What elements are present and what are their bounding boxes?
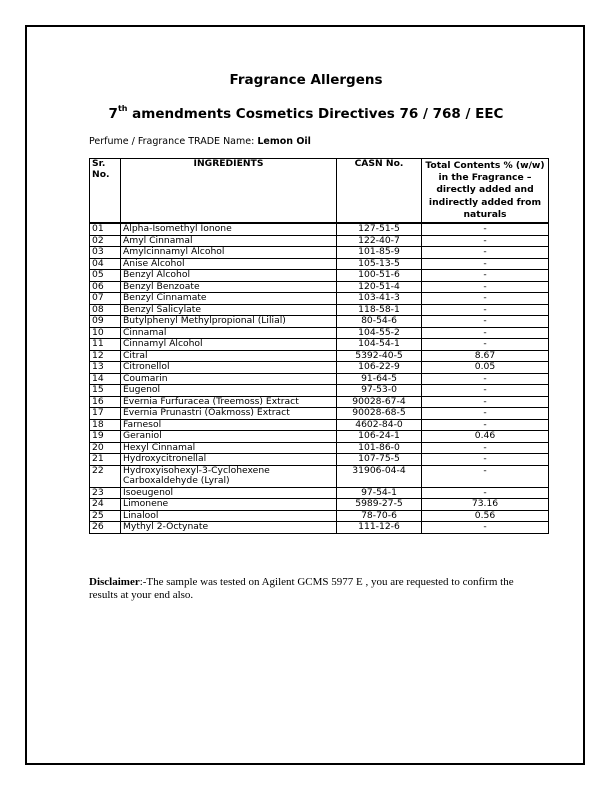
cell-total: - [422,339,549,351]
cell-sr-no: 10 [90,327,121,339]
table-row [90,339,549,351]
cell-sr-no: 15 [90,385,121,397]
cell-total: 0.56 [422,510,549,522]
cell-total: - [422,293,549,305]
cell-casn-no: 104-54-1 [337,339,422,351]
cell-sr-no: 13 [90,362,121,374]
table-row [90,270,549,282]
header-ingredients: INGREDIENTS [121,159,337,224]
cell-casn-no: 120-51-4 [337,281,422,293]
cell-ingredient: Citronellol [121,362,337,374]
cell-ingredient: Benzyl Alcohol [121,270,337,282]
cell-ingredient: Evernia Furfuracea (Treemoss) Extract [121,396,337,408]
cell-sr-no: 04 [90,258,121,270]
cell-total: - [422,223,549,235]
cell-sr-no: 07 [90,293,121,305]
cell-ingredient: Benzyl Cinnamate [121,293,337,305]
cell-casn-no: 100-51-6 [337,270,422,282]
cell-ingredient: Mythyl 2-Octynate [121,522,337,534]
cell-ingredient: Linalool [121,510,337,522]
header-sr-no: Sr. No. [90,159,121,224]
table-row [90,235,549,247]
cell-ingredient: Evernia Prunastri (Oakmoss) Extract [121,408,337,420]
cell-ingredient: Citral [121,350,337,362]
table-row [90,327,549,339]
table-row [90,431,549,443]
table-row [90,487,549,499]
cell-casn-no: 97-53-0 [337,385,422,397]
table-row [90,419,549,431]
table-row [90,362,549,374]
cell-total: - [422,316,549,328]
table-row [90,373,549,385]
cell-casn-no: 4602-84-0 [337,419,422,431]
table-row [90,408,549,420]
header-casn-no: CASN No. [337,159,422,224]
cell-total: - [422,396,549,408]
cell-sr-no: 21 [90,454,121,466]
table-row [90,465,549,487]
cell-ingredient: Alpha-Isomethyl Ionone [121,223,337,235]
cell-total: - [422,373,549,385]
table-row [90,304,549,316]
cell-ingredient: Limonene [121,499,337,511]
cell-casn-no: 105-13-5 [337,258,422,270]
ingredients-table-body [90,223,549,533]
subtitle-superscript: th [117,104,128,113]
cell-total: - [422,419,549,431]
table-row [90,454,549,466]
table-row [90,350,549,362]
cell-total: 0.05 [422,362,549,374]
cell-sr-no: 23 [90,487,121,499]
cell-sr-no: 25 [90,510,121,522]
table-row [90,499,549,511]
trade-name-label: Perfume / Fragrance TRADE Name: [89,136,258,147]
table-row [90,385,549,397]
header-total-contents: Total Contents % (w/w) in the Fragrance – directly added and indirectly added from naturals [422,159,549,224]
cell-sr-no: 22 [90,465,121,487]
cell-sr-no: 26 [90,522,121,534]
cell-total: - [422,487,549,499]
cell-sr-no: 01 [90,223,121,235]
cell-ingredient: Isoeugenol [121,487,337,499]
cell-casn-no: 122-40-7 [337,235,422,247]
disclaimer-label: Disclaimer [89,576,140,588]
cell-total: - [422,235,549,247]
cell-total: 8.67 [422,350,549,362]
cell-total: - [422,270,549,282]
table-header-row [90,159,549,224]
cell-ingredient: Benzyl Salicylate [121,304,337,316]
table-row [90,293,549,305]
cell-sr-no: 02 [90,235,121,247]
cell-total: - [422,385,549,397]
cell-casn-no: 107-75-5 [337,454,422,466]
cell-sr-no: 18 [90,419,121,431]
cell-sr-no: 06 [90,281,121,293]
table-row [90,522,549,534]
cell-casn-no: 103-41-3 [337,293,422,305]
table-row [90,316,549,328]
cell-sr-no: 19 [90,431,121,443]
cell-casn-no: 106-22-9 [337,362,422,374]
document-title: Fragrance Allergens [229,72,383,88]
trade-name-value: Lemon Oil [257,136,311,147]
cell-ingredient: Hydroxyisohexyl-3-Cyclohexene Carboxaldehyde (Lyral) [121,465,337,487]
table-row [90,442,549,454]
cell-ingredient: Amyl Cinnamal [121,235,337,247]
cell-ingredient: Farnesol [121,419,337,431]
disclaimer-text: :-The sample was tested on Agilent GCMS 5977 E , you are requested to confirm the results at your end also. [89,576,514,601]
cell-sr-no: 17 [90,408,121,420]
cell-casn-no: 90028-68-5 [337,408,422,420]
cell-casn-no: 104-55-2 [337,327,422,339]
cell-ingredient: Geraniol [121,431,337,443]
trade-name-line [89,136,311,147]
cell-sr-no: 24 [90,499,121,511]
cell-ingredient: Cinnamyl Alcohol [121,339,337,351]
cell-sr-no: 12 [90,350,121,362]
cell-ingredient: Hexyl Cinnamal [121,442,337,454]
cell-casn-no: 91-64-5 [337,373,422,385]
table-row [90,281,549,293]
cell-casn-no: 5989-27-5 [337,499,422,511]
cell-sr-no: 03 [90,247,121,259]
cell-casn-no: 127-51-5 [337,223,422,235]
cell-total: 73.16 [422,499,549,511]
cell-casn-no: 101-85-9 [337,247,422,259]
cell-total: - [422,304,549,316]
cell-sr-no: 09 [90,316,121,328]
document-subtitle [0,106,612,122]
cell-total: - [422,408,549,420]
disclaimer [89,576,519,602]
cell-sr-no: 11 [90,339,121,351]
ingredients-table [89,158,549,534]
cell-sr-no: 14 [90,373,121,385]
cell-total: - [422,281,549,293]
cell-total: - [422,442,549,454]
cell-casn-no: 90028-67-4 [337,396,422,408]
cell-ingredient: Cinnamal [121,327,337,339]
table-row [90,510,549,522]
cell-sr-no: 05 [90,270,121,282]
cell-casn-no: 118-58-1 [337,304,422,316]
table-row [90,223,549,235]
cell-ingredient: Butylphenyl Methylpropional (Lilial) [121,316,337,328]
cell-total: - [422,465,549,487]
cell-total: 0.46 [422,431,549,443]
cell-casn-no: 80-54-6 [337,316,422,328]
cell-casn-no: 111-12-6 [337,522,422,534]
subtitle-number: 7 [108,106,118,122]
cell-sr-no: 20 [90,442,121,454]
cell-ingredient: Eugenol [121,385,337,397]
table-row [90,247,549,259]
cell-ingredient: Benzyl Benzoate [121,281,337,293]
cell-casn-no: 101-86-0 [337,442,422,454]
cell-casn-no: 31906-04-4 [337,465,422,487]
subtitle-text: amendments Cosmetics Directives 76 / 768 / EEC [127,106,504,122]
cell-sr-no: 16 [90,396,121,408]
cell-ingredient: Anise Alcohol [121,258,337,270]
cell-total: - [422,258,549,270]
table-row [90,258,549,270]
table-row [90,396,549,408]
cell-casn-no: 106-24-1 [337,431,422,443]
cell-ingredient: Hydroxycitronellal [121,454,337,466]
cell-total: - [422,522,549,534]
cell-casn-no: 78-70-6 [337,510,422,522]
cell-total: - [422,247,549,259]
cell-total: - [422,327,549,339]
cell-casn-no: 97-54-1 [337,487,422,499]
cell-ingredient: Coumarin [121,373,337,385]
cell-ingredient: Amylcinnamyl Alcohol [121,247,337,259]
cell-casn-no: 5392-40-5 [337,350,422,362]
cell-sr-no: 08 [90,304,121,316]
cell-total: - [422,454,549,466]
